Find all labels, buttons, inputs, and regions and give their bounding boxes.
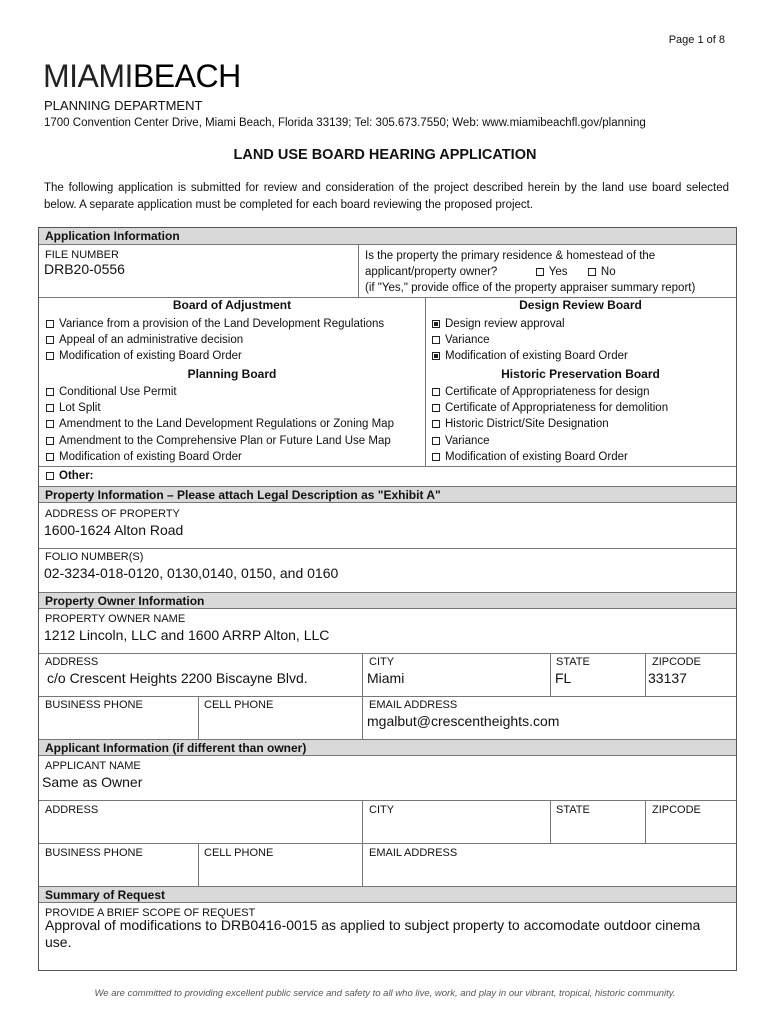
owner-city-field[interactable]: Miami [367, 670, 405, 686]
residence-question-line2 [365, 264, 616, 280]
pb-comp-plan-checkbox[interactable] [46, 437, 54, 445]
section-header-applicant-info: Applicant Information (if different than owner) [39, 739, 736, 756]
pb-lot-split-checkbox[interactable] [46, 404, 54, 412]
residence-yes-checkbox[interactable] [536, 268, 544, 276]
applicant-email-label: EMAIL ADDRESS [369, 847, 458, 859]
scope-label: PROVIDE A BRIEF SCOPE OF REQUEST [45, 907, 256, 919]
scope-field[interactable]: Approval of modifications to DRB0416-0015 as applied to subject property to accomodate outdoor cinema use. [45, 917, 701, 950]
file-number-field[interactable]: DRB20-0556 [44, 261, 125, 277]
other-checkbox[interactable] [46, 472, 54, 480]
applicant-cell-phone-label: CELL PHONE [204, 847, 274, 859]
owner-zip-field[interactable]: 33137 [648, 670, 687, 686]
intro-text: The following application is submitted for review and consideration of the project described herein by the land use board selected below. A separate application must be completed for each board reviewing the proposed project. [44, 182, 729, 211]
owner-email-field[interactable]: mgalbut@crescentheights.com [367, 713, 560, 729]
applicant-zip-label: ZIPCODE [652, 804, 701, 816]
hpb-option-coa-design[interactable]: Certificate of Appropriateness for design [432, 384, 650, 400]
owner-state-field[interactable]: FL [555, 670, 572, 686]
other-option[interactable]: Other: [46, 468, 94, 484]
planning-board-title: Planning Board [187, 367, 277, 381]
design-review-board-title: Design Review Board [519, 298, 642, 312]
residence-no-label: No [600, 266, 616, 278]
file-number-label: FILE NUMBER [45, 249, 119, 261]
boa-appeal-checkbox[interactable] [46, 336, 54, 344]
owner-cell-phone-label: CELL PHONE [204, 699, 274, 711]
hpb-coa-demolition-checkbox[interactable] [432, 404, 440, 412]
residence-yes-label: Yes [548, 266, 568, 278]
owner-email-label: EMAIL ADDRESS [369, 699, 458, 711]
property-address-label: ADDRESS OF PROPERTY [45, 508, 180, 520]
folio-number-label: FOLIO NUMBER(S) [45, 551, 144, 563]
drb-option-modification[interactable]: Modification of existing Board Order [432, 348, 628, 364]
applicant-state-label: STATE [556, 804, 590, 816]
board-of-adjustment-title: Board of Adjustment [172, 298, 292, 312]
residence-no-checkbox[interactable] [588, 268, 596, 276]
property-address-field[interactable]: 1600-1624 Alton Road [44, 522, 184, 538]
pb-option-conditional-use[interactable]: Conditional Use Permit [46, 384, 177, 400]
application-form [38, 227, 737, 971]
hpb-modification-checkbox[interactable] [432, 453, 440, 461]
logo-part-beach: BEACH [132, 58, 241, 94]
owner-zip-label: ZIPCODE [652, 656, 701, 668]
pb-ldr-amendment-checkbox[interactable] [46, 420, 54, 428]
footer-slogan: We are committed to providing excellent public service and safety to all who live, work, and play in our vibrant, tropical, historic community. [94, 988, 676, 999]
owner-address-label: ADDRESS [45, 656, 99, 668]
boa-modification-checkbox[interactable] [46, 352, 54, 360]
drb-design-review-checkbox[interactable] [432, 320, 440, 328]
hpb-option-coa-demolition[interactable]: Certificate of Appropriateness for demolition [432, 400, 668, 416]
owner-state-label: STATE [556, 656, 590, 668]
applicant-address-label: ADDRESS [45, 804, 99, 816]
miami-beach-logo [43, 60, 241, 92]
applicant-business-phone-label: BUSINESS PHONE [45, 847, 143, 859]
logo-part-miami: MIAMI [43, 58, 133, 94]
pb-option-ldr-amendment[interactable]: Amendment to the Land Development Regulations or Zoning Map [46, 416, 394, 432]
applicant-city-label: CITY [369, 804, 395, 816]
section-header-property-info: Property Information – Please attach Legal Description as "Exhibit A" [39, 486, 736, 503]
drb-variance-checkbox[interactable] [432, 336, 440, 344]
hpb-coa-design-checkbox[interactable] [432, 388, 440, 396]
pb-option-lot-split[interactable]: Lot Split [46, 400, 101, 416]
pb-conditional-use-checkbox[interactable] [46, 388, 54, 396]
form-title: LAND USE BOARD HEARING APPLICATION [233, 147, 537, 163]
department-address: 1700 Convention Center Drive, Miami Beach, Florida 33139; Tel: 305.673.7550; Web: www.miamibeachfl.gov/planning [44, 117, 646, 129]
boa-option-appeal[interactable]: Appeal of an administrative decision [46, 332, 243, 348]
section-header-application-info: Application Information [39, 228, 736, 245]
folio-number-field[interactable]: 02-3234-018-0120, 0130,0140, 0150, and 0160 [44, 565, 339, 581]
pb-option-comp-plan-amendment[interactable]: Amendment to the Comprehensive Plan or Future Land Use Map [46, 433, 391, 449]
pb-option-modification[interactable]: Modification of existing Board Order [46, 449, 242, 465]
department-name: PLANNING DEPARTMENT [44, 98, 203, 113]
page-number: Page 1 of 8 [668, 34, 725, 46]
owner-business-phone-label: BUSINESS PHONE [45, 699, 143, 711]
residence-question-line1: Is the property the primary residence & homestead of the [365, 250, 656, 262]
owner-address-field[interactable]: c/o Crescent Heights 2200 Biscayne Blvd. [47, 670, 308, 686]
hpb-option-variance[interactable]: Variance [432, 433, 490, 449]
hpb-designation-checkbox[interactable] [432, 420, 440, 428]
applicant-name-field[interactable]: Same as Owner [42, 774, 143, 790]
owner-city-label: CITY [369, 656, 395, 668]
applicant-name-label: APPLICANT NAME [45, 760, 141, 772]
section-header-summary: Summary of Request [39, 886, 736, 903]
hpb-variance-checkbox[interactable] [432, 437, 440, 445]
boa-option-modification[interactable]: Modification of existing Board Order [46, 348, 242, 364]
historic-preservation-board-title: Historic Preservation Board [501, 367, 660, 381]
owner-name-label: PROPERTY OWNER NAME [45, 613, 186, 625]
hpb-option-modification[interactable]: Modification of existing Board Order [432, 449, 628, 465]
hpb-option-designation[interactable]: Historic District/Site Designation [432, 416, 609, 432]
residence-question-text: applicant/property owner? [365, 266, 498, 278]
owner-name-field[interactable]: 1212 Lincoln, LLC and 1600 ARRP Alton, LLC [44, 627, 330, 643]
pb-modification-checkbox[interactable] [46, 453, 54, 461]
section-header-owner-info: Property Owner Information [39, 592, 736, 609]
drb-modification-checkbox[interactable] [432, 352, 440, 360]
boa-variance-checkbox[interactable] [46, 320, 54, 328]
drb-option-variance[interactable]: Variance [432, 332, 490, 348]
residence-note: (if "Yes," provide office of the property appraiser summary report) [365, 282, 696, 294]
drb-option-design-review[interactable]: Design review approval [432, 316, 565, 332]
boa-option-variance[interactable]: Variance from a provision of the Land Development Regulations [46, 316, 384, 332]
